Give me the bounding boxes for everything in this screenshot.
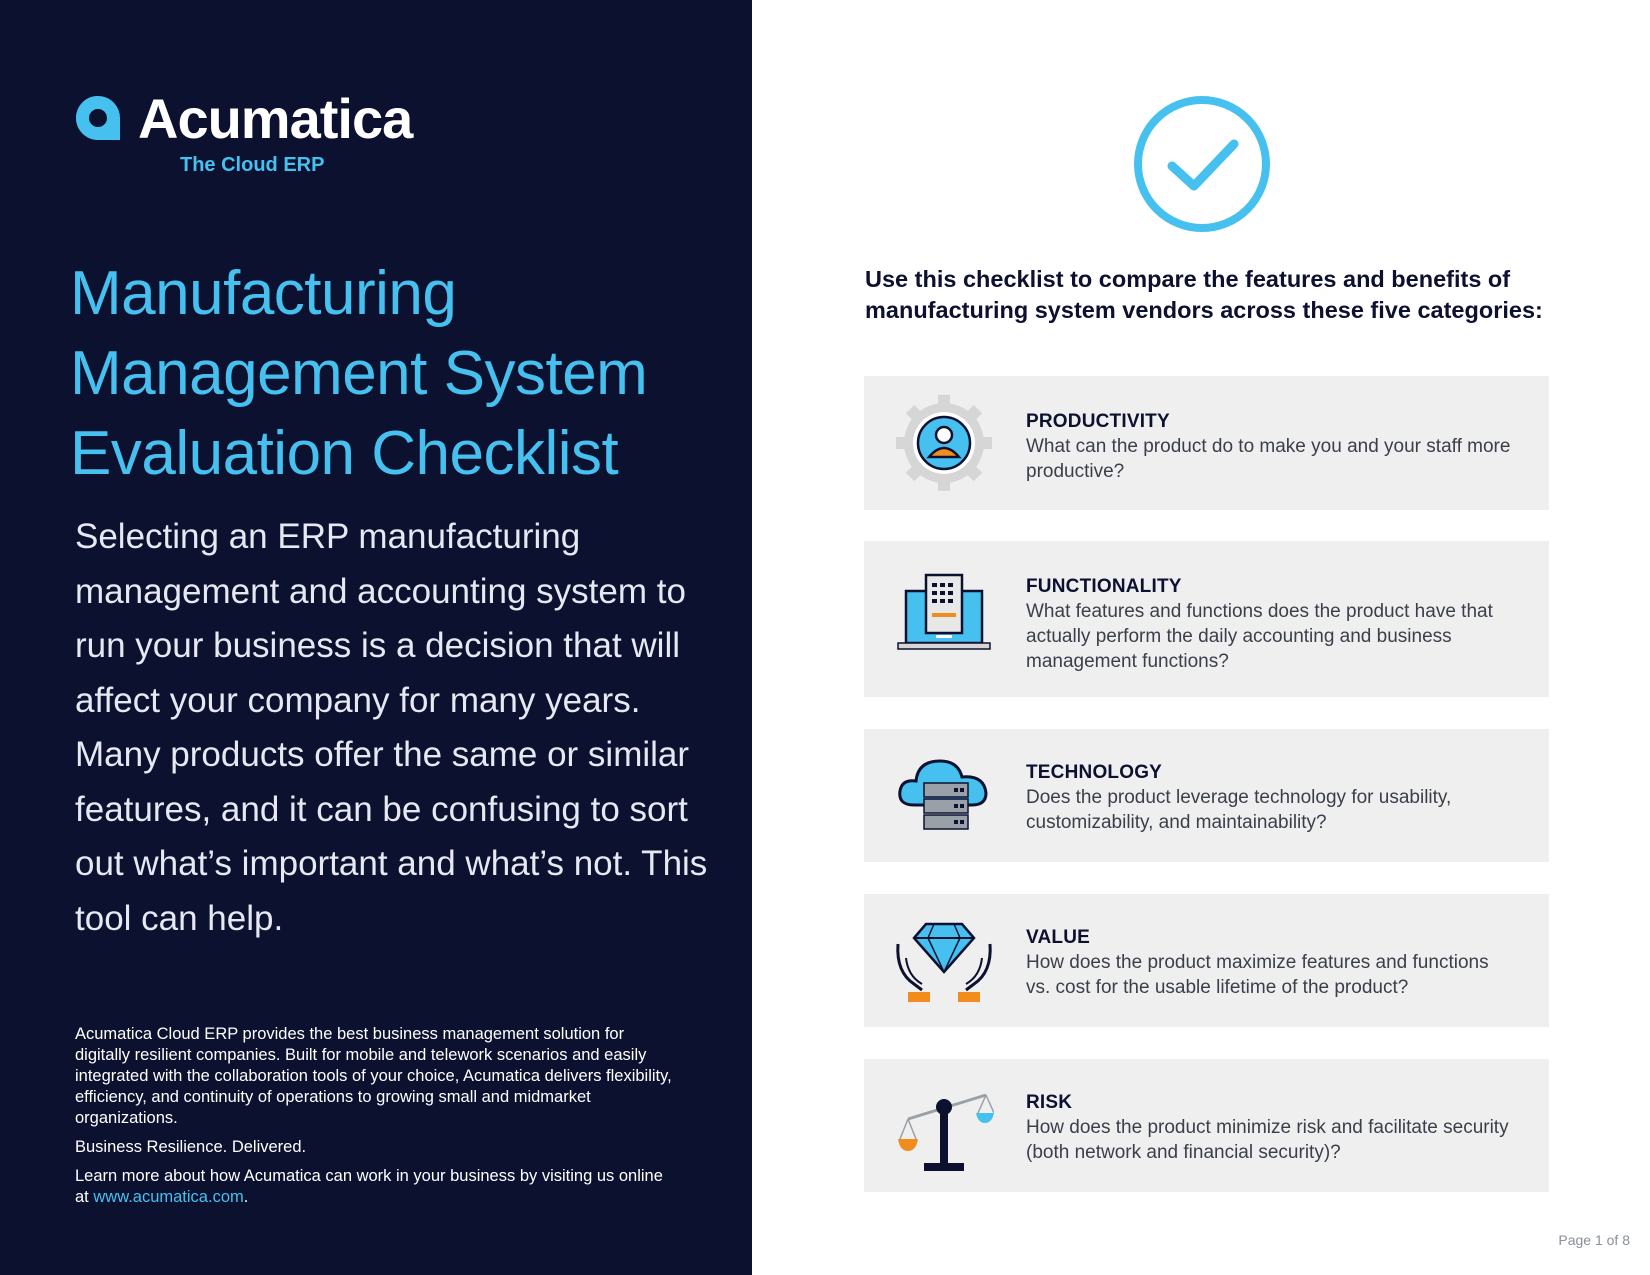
footer-text: [75, 1024, 675, 1216]
gear-person-icon: [894, 393, 994, 493]
category-card-value: [864, 894, 1549, 1027]
intro-text: Use this checklist to compare the features and benefits of manufacturing system vendors across these five categories:: [865, 266, 1543, 323]
website-link[interactable]: www.acumatica.com: [93, 1188, 244, 1206]
slogan: Business Resilience. Delivered.: [75, 1138, 307, 1156]
category-card-risk: [864, 1059, 1549, 1192]
learn-more: [75, 1166, 675, 1208]
category-description: Does the product leverage technology for usability, customizability, and maintainability?: [1026, 787, 1452, 833]
category-title: PRODUCTIVITY: [1026, 411, 1170, 432]
lead-paragraph: Selecting an ERP manufacturing management and accounting system to run your business is a decision that will affect your company for many years. Many products offer the same or similar features, and it can be confusing to sort out what’s important and what’s not. This tool can help.: [75, 517, 708, 938]
category-description: What features and functions does the product have that actually perform the daily accounting and business management functions?: [1026, 601, 1493, 672]
learn-more-suffix: .: [243, 1188, 249, 1206]
page-title: [70, 254, 730, 494]
category-description: How does the product minimize risk and facilitate security (both network and financial security)?: [1026, 1117, 1509, 1163]
about-paragraph: Acumatica Cloud ERP provides the best business management solution for digitally resilient companies. Built for mobile and telework scenarios and easily integrated with the collaboration tools of your choice, Acumatica delivers flexibility, efficiency, and continuity of operations to growing small and midmarket organizations.: [75, 1025, 672, 1127]
page-number: Page 1 of 8: [1558, 1232, 1630, 1248]
category-title: TECHNOLOGY: [1026, 762, 1163, 783]
right-panel: [752, 0, 1650, 1275]
category-title: RISK: [1026, 1092, 1073, 1113]
hands-diamond-icon: [894, 912, 994, 1012]
category-card-technology: [864, 729, 1549, 862]
title-line: Manufacturing: [70, 259, 457, 328]
checkmark-circle-icon: [1132, 94, 1272, 234]
logo-tagline: The Cloud ERP: [180, 154, 325, 176]
cloud-server-icon: [894, 743, 994, 843]
left-panel: [0, 0, 752, 1275]
category-title: FUNCTIONALITY: [1026, 576, 1182, 597]
category-description: What can the product do to make you and your staff more productive?: [1026, 436, 1511, 482]
logo-wordmark: Acumatica: [138, 87, 413, 150]
laptop-calculator-icon: [894, 569, 994, 669]
category-card-productivity: [864, 376, 1549, 510]
category-description: How does the product maximize features and functions vs. cost for the usable lifetime of the product?: [1026, 952, 1489, 998]
balance-scale-icon: [894, 1077, 994, 1177]
title-line: Evaluation Checklist: [70, 419, 619, 488]
category-title: VALUE: [1026, 927, 1090, 948]
acumatica-logo-mark-icon: [74, 94, 122, 142]
title-line: Management System: [70, 339, 648, 408]
learn-more-prefix: Learn more about how Acumatica can work in your business by visiting us online at: [75, 1167, 663, 1206]
category-card-functionality: [864, 541, 1549, 697]
